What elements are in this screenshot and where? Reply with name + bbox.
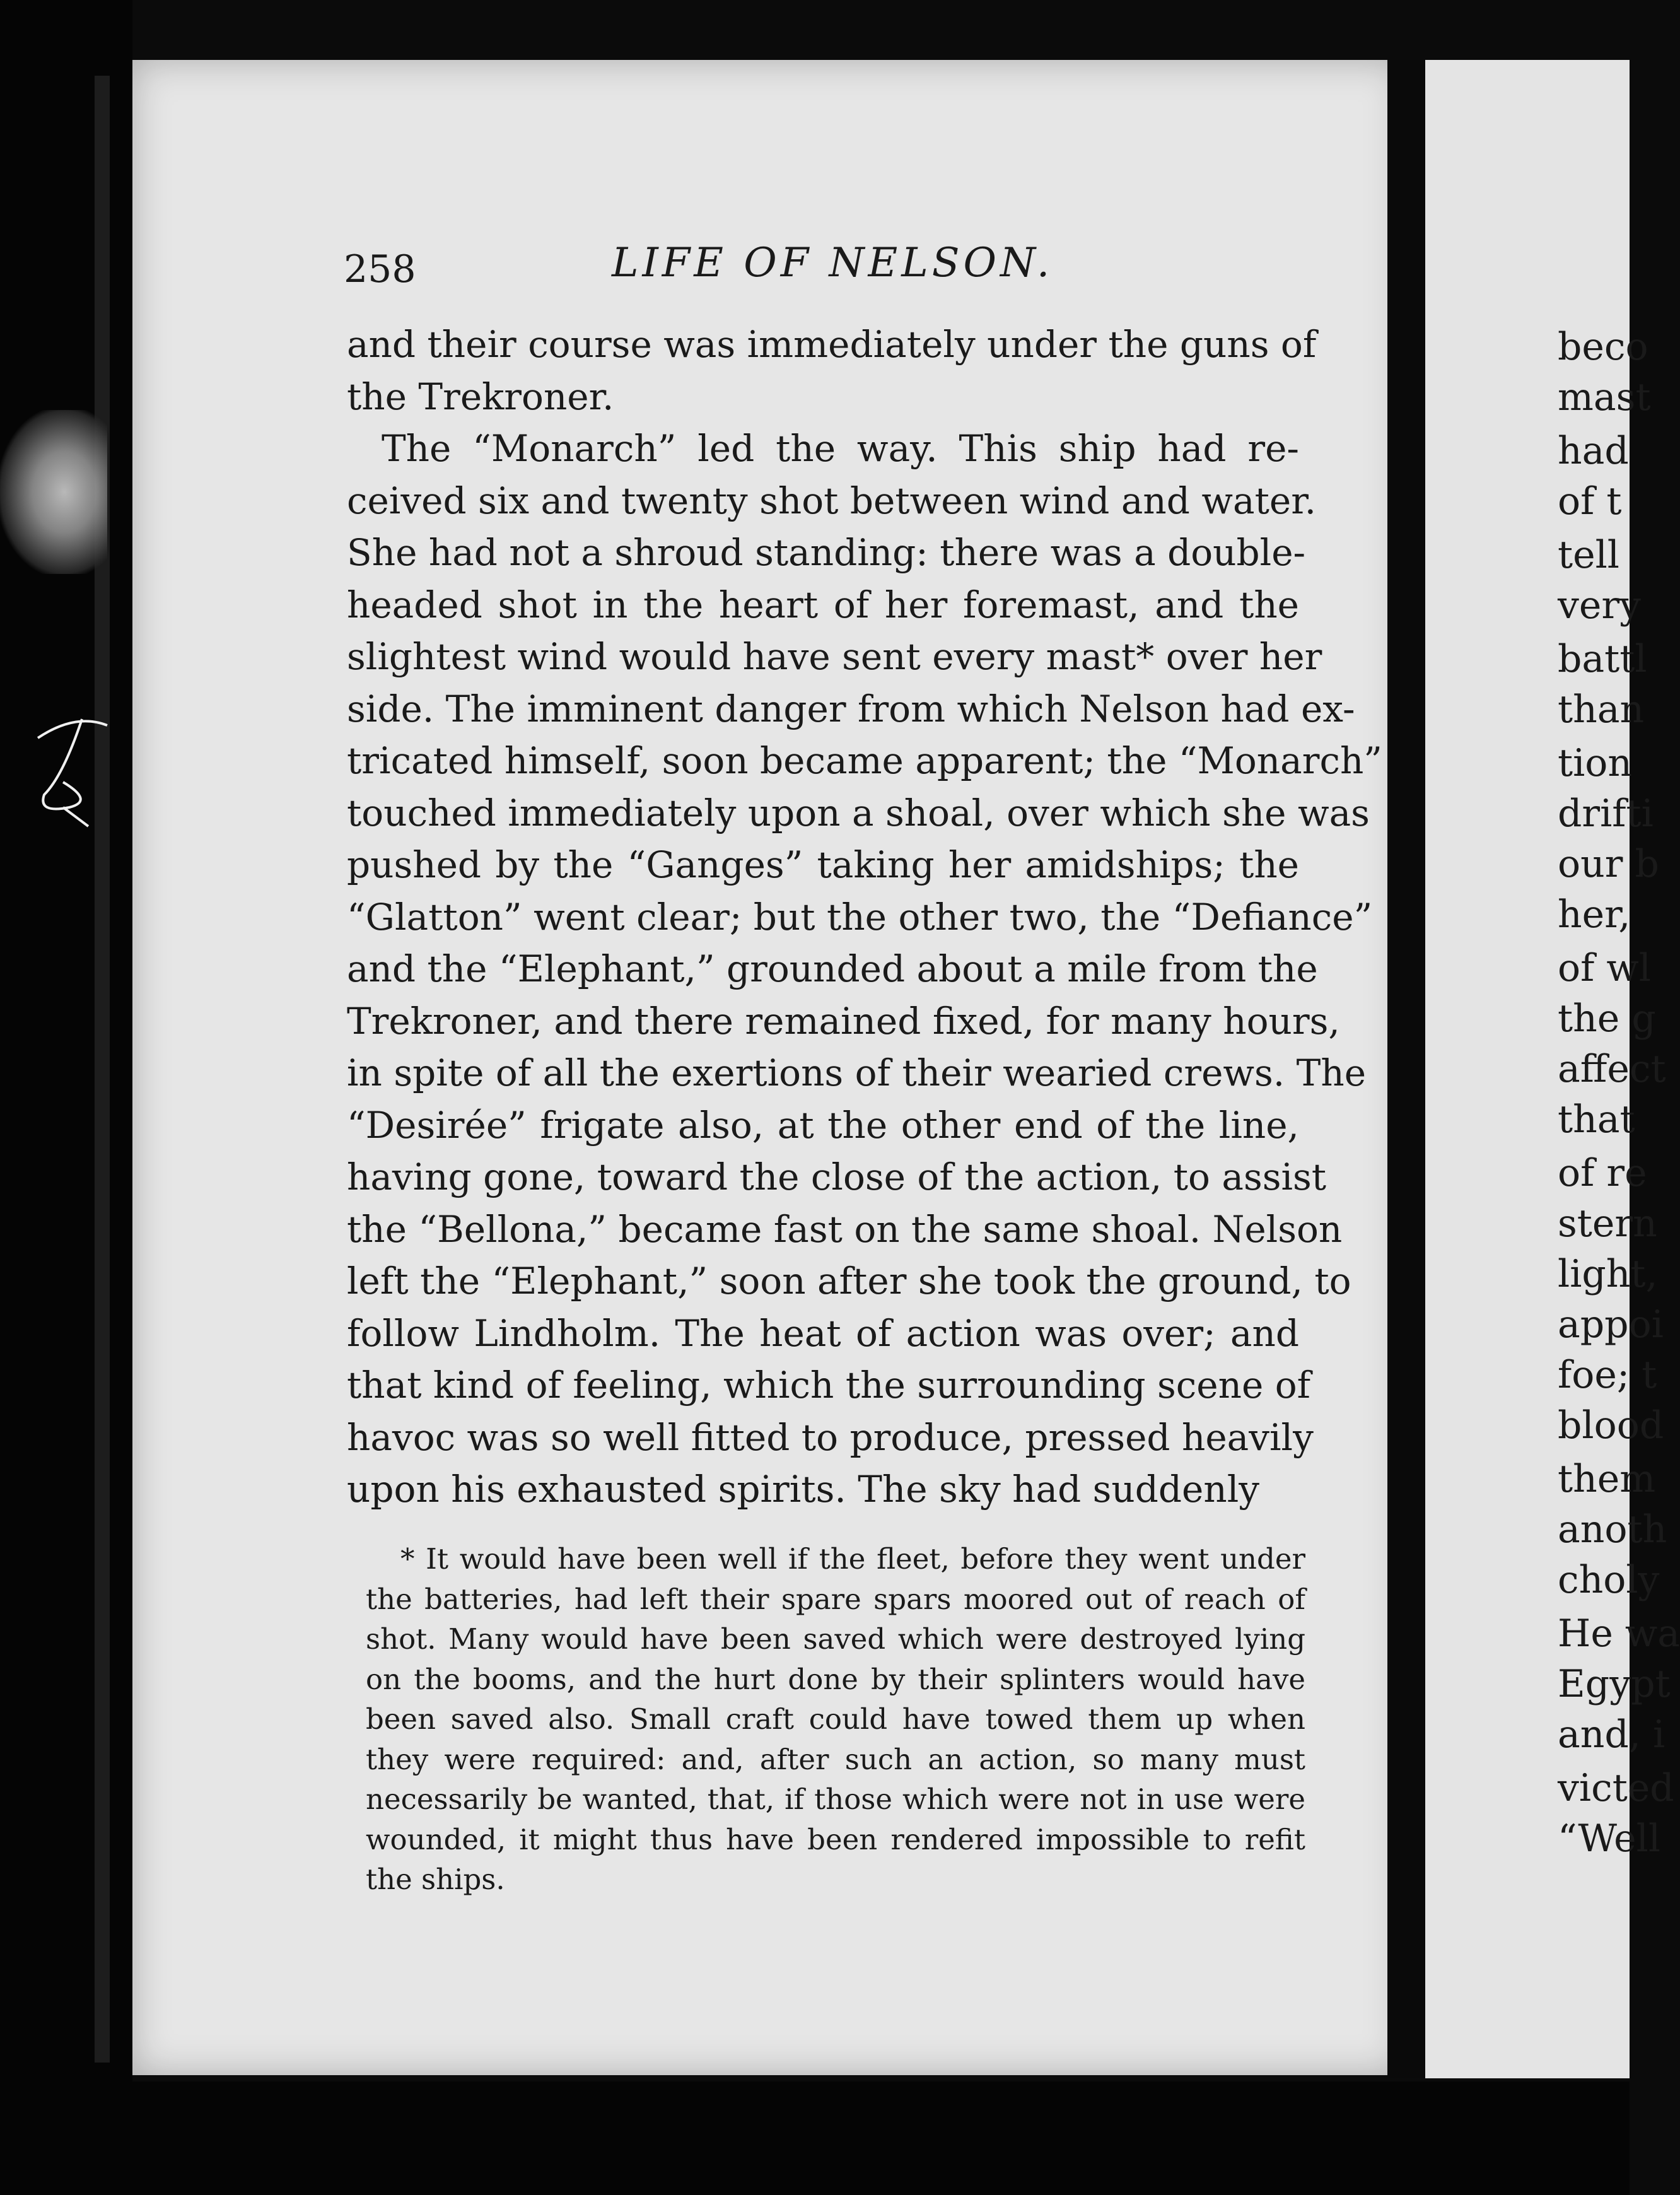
book-edge bbox=[95, 76, 110, 2063]
facing-page-line: drifti bbox=[1558, 792, 1654, 836]
facing-page-line: tell bbox=[1558, 533, 1619, 577]
body-line: and the “Elephant,” grounded about a mile from the bbox=[347, 947, 1318, 990]
facing-page-line: them bbox=[1558, 1457, 1656, 1501]
scan-background-bottom bbox=[0, 2081, 1630, 2195]
footnote-line: necessarily be wanted, that, if those which were not in use were bbox=[366, 1782, 1305, 1816]
facing-page-line: the g bbox=[1558, 997, 1656, 1041]
pencil-mark bbox=[25, 700, 120, 839]
body-line: follow Lindholm. The heat of action was over; and bbox=[347, 1311, 1299, 1355]
facing-page-line: He wa bbox=[1558, 1612, 1680, 1656]
facing-page-line: blood bbox=[1558, 1403, 1664, 1448]
facing-page-line: beco bbox=[1558, 325, 1648, 369]
facing-page-line: of t bbox=[1558, 479, 1622, 524]
facing-page-line: victed bbox=[1558, 1766, 1674, 1810]
facing-page-line: her, bbox=[1558, 893, 1631, 937]
facing-page-line: tion bbox=[1558, 741, 1633, 785]
footnote-line: shot. Many would have been saved which were destroyed lying bbox=[366, 1622, 1305, 1656]
footnote-line: the ships. bbox=[366, 1863, 505, 1896]
body-line: upon his exhausted spirits. The sky had suddenly bbox=[347, 1468, 1260, 1511]
body-line: slightest wind would have sent every mast* over her bbox=[347, 635, 1322, 678]
body-line: having gone, toward the close of the action, to assist bbox=[347, 1156, 1327, 1198]
facing-page-line: battl bbox=[1558, 637, 1647, 681]
body-line: She had not a shroud standing: there was a double- bbox=[347, 531, 1306, 574]
footnote-line: * It would have been well if the fleet, before they went under bbox=[400, 1542, 1305, 1576]
facing-page-line: that bbox=[1558, 1098, 1635, 1142]
body-line: the Trekroner. bbox=[347, 375, 614, 418]
footnote-line: they were required: and, after such an action, so many must bbox=[366, 1742, 1305, 1776]
facing-page-line: of re bbox=[1558, 1151, 1647, 1195]
running-head: LIFE OF NELSON. bbox=[612, 240, 1054, 286]
facing-page-line: our b bbox=[1558, 842, 1659, 886]
facing-page-line: and, i bbox=[1558, 1712, 1665, 1757]
body-line: the “Bellona,” became fast on the same shoal. Nelson bbox=[347, 1207, 1343, 1251]
facing-page-line: mast bbox=[1558, 375, 1651, 419]
facing-page-line: foe; t bbox=[1558, 1353, 1657, 1397]
body-line: headed shot in the heart of her foremast, and the bbox=[347, 583, 1299, 626]
body-line: tricated himself, soon became apparent; the “Monarch” bbox=[347, 739, 1382, 782]
body-line: in spite of all the exertions of their wearied crews. The bbox=[347, 1051, 1367, 1094]
body-line: Trekroner, and there remained fixed, for many hours, bbox=[347, 999, 1340, 1043]
body-line: havoc was so well fitted to produce, pressed heavily bbox=[347, 1415, 1314, 1459]
facing-page-line: had bbox=[1558, 429, 1629, 473]
body-text bbox=[347, 319, 1382, 1516]
footnote-line: wounded, it might thus have been rendered impossible to refit bbox=[366, 1822, 1305, 1856]
scan-background-left bbox=[0, 0, 132, 2195]
facing-page bbox=[1425, 60, 1680, 2078]
facing-page-line: of wl bbox=[1558, 946, 1651, 990]
facing-page-line: Egypt bbox=[1558, 1662, 1671, 1706]
body-line: pushed by the “Ganges” taking her amidships; the bbox=[347, 843, 1299, 886]
body-line: that kind of feeling, which the surrounding scene of bbox=[347, 1364, 1311, 1407]
page-number: 258 bbox=[344, 247, 416, 291]
facing-page-line: very bbox=[1558, 583, 1641, 628]
scan-smudge bbox=[0, 410, 107, 574]
footnote-line: been saved also. Small craft could have towed them up when bbox=[366, 1702, 1305, 1736]
facing-page-line: anoth bbox=[1558, 1507, 1667, 1552]
body-line: touched immediately upon a shoal, over which she was bbox=[347, 791, 1370, 834]
body-line: The “Monarch” led the way. This ship had re- bbox=[382, 427, 1299, 470]
facing-page-line: stern bbox=[1558, 1202, 1657, 1246]
body-line: and their course was immediately under the guns of bbox=[347, 323, 1317, 366]
footnote-line: on the booms, and the hurt done by their splinters would have bbox=[366, 1662, 1305, 1696]
facing-page-line: than bbox=[1558, 688, 1645, 732]
facing-page-line: appoi bbox=[1558, 1302, 1664, 1347]
body-line: ceived six and twenty shot between wind and water. bbox=[347, 479, 1316, 522]
facing-page-line: “Well bbox=[1558, 1817, 1661, 1861]
footnote bbox=[366, 1539, 1305, 1900]
facing-page-line: choly bbox=[1558, 1558, 1660, 1602]
body-line: “Desirée” frigate also, at the other end of the line, bbox=[347, 1103, 1299, 1147]
facing-page-line: affect bbox=[1558, 1047, 1666, 1091]
body-line: “Glatton” went clear; but the other two, the “Defiance” bbox=[347, 895, 1373, 939]
body-line: side. The imminent danger from which Nelson had ex- bbox=[347, 687, 1355, 730]
body-line: left the “Elephant,” soon after she took the ground, to bbox=[347, 1260, 1351, 1302]
page-gutter bbox=[1387, 60, 1425, 2078]
footnote-line: the batteries, had left their spare spars moored out of reach of bbox=[366, 1582, 1305, 1616]
facing-page-line: light, bbox=[1558, 1252, 1658, 1296]
